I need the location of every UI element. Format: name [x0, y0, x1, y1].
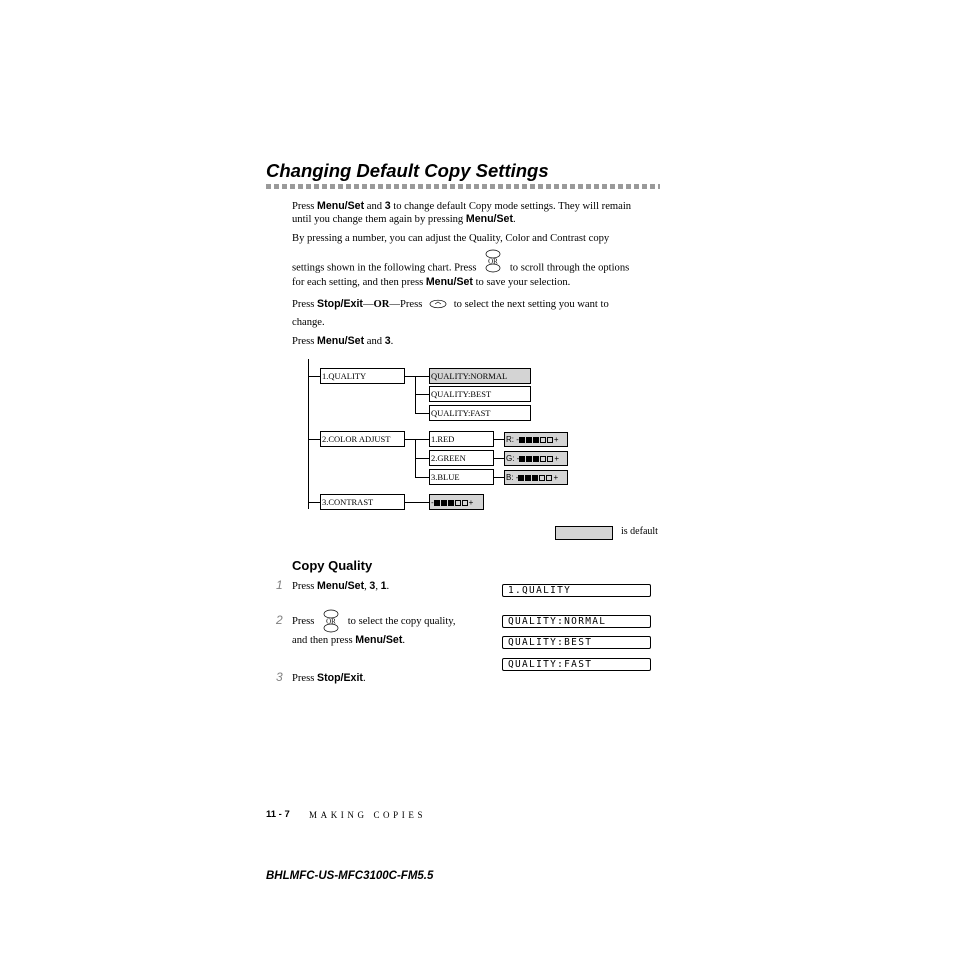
option-quality-fast: QUALITY:FAST — [429, 405, 531, 421]
lcd-display-2: QUALITY:NORMAL — [502, 615, 651, 628]
level-blue — [504, 470, 568, 485]
step-3-text: Press Stop/Exit. — [292, 672, 366, 684]
step-1-text: Press Menu/Set, 3, 1. — [292, 580, 390, 592]
or-label: OR — [488, 257, 499, 266]
level-square-empty — [540, 456, 546, 462]
branch — [308, 376, 320, 377]
branch — [494, 439, 504, 440]
level-square-filled — [526, 437, 532, 443]
level-suffix: + — [554, 454, 560, 463]
branch — [494, 477, 504, 478]
level-square-filled — [532, 475, 538, 481]
lcd-display-3: QUALITY:BEST — [502, 636, 651, 649]
level-square-filled — [533, 456, 539, 462]
tree-trunk — [308, 359, 309, 509]
level-square-empty — [455, 500, 461, 506]
level-prefix: - — [431, 498, 434, 507]
level-suffix: + — [553, 473, 559, 482]
intro-paragraph-3: Press Stop/Exit—OR—Press to select the next setting you want to — [292, 298, 609, 310]
lcd-display-4: QUALITY:FAST — [502, 658, 651, 671]
level-square-filled — [519, 456, 525, 462]
level-prefix: G: - — [506, 454, 520, 463]
file-name: BHLMFC-US-MFC3100C-FM5.5 — [266, 870, 434, 882]
level-square-empty — [547, 437, 553, 443]
level-contrast — [429, 494, 484, 510]
option-red: 1.RED — [429, 431, 494, 447]
level-square-filled — [448, 500, 454, 506]
menu-box-quality: 1.QUALITY — [320, 368, 405, 384]
section-title: Copy Quality — [292, 558, 373, 573]
step-number-3: 3 — [276, 670, 283, 684]
branch — [405, 376, 429, 377]
page-title: Changing Default Copy Settings — [266, 160, 549, 181]
step-number-1: 1 — [276, 578, 283, 592]
branch — [405, 439, 429, 440]
default-legend-label: is default — [621, 526, 658, 537]
option-quality-best: QUALITY:BEST — [429, 386, 531, 402]
level-square-filled — [519, 437, 525, 443]
menu-box-color-adjust: 2.COLOR ADJUST — [320, 431, 405, 447]
level-square-empty — [462, 500, 468, 506]
level-square-filled — [518, 475, 524, 481]
intro-paragraph-1: Press Menu/Set and 3 to change default Copy mode settings. They will remain until you change them again by pressing Menu/Set. — [292, 200, 632, 225]
option-green: 2.GREEN — [429, 450, 494, 466]
level-suffix: + — [468, 498, 474, 507]
chapter-title: MAKING COPIES — [309, 810, 427, 820]
level-suffix: + — [553, 435, 559, 444]
page-number: 11 - 7 — [266, 809, 290, 820]
level-prefix: B: - — [506, 473, 519, 482]
level-square-empty — [539, 475, 545, 481]
intro-paragraph-2-line-3: for each setting, and then press Menu/Set to save your selection. — [292, 276, 571, 288]
lcd-display-1: 1.QUALITY — [502, 584, 651, 597]
branch — [415, 413, 429, 414]
intro-paragraph-2-line-2: settings shown in the following chart. Press OR to scroll through the options — [292, 257, 629, 279]
branch — [494, 458, 504, 459]
level-square-filled — [525, 475, 531, 481]
branch — [308, 502, 320, 503]
step-2-text-line-2: and then press Menu/Set. — [292, 634, 406, 646]
level-square-empty — [547, 456, 553, 462]
level-green — [504, 451, 568, 466]
intro-paragraph-4: Press Menu/Set and 3. — [292, 335, 394, 347]
default-legend-swatch — [555, 526, 613, 540]
menu-box-contrast: 3.CONTRAST — [320, 494, 405, 510]
level-square-filled — [434, 500, 440, 506]
level-prefix: R: - — [506, 435, 519, 444]
branch — [308, 439, 320, 440]
level-square-empty — [540, 437, 546, 443]
level-square-filled — [526, 456, 532, 462]
level-square-filled — [441, 500, 447, 506]
step-number-2: 2 — [276, 613, 283, 627]
scroll-up-down-icon — [320, 616, 342, 628]
intro-paragraph-3-line-2: change. — [292, 317, 325, 328]
option-blue: 3.BLUE — [429, 469, 494, 485]
branch — [415, 477, 429, 478]
level-square-empty — [546, 475, 552, 481]
level-red — [504, 432, 568, 447]
intro-paragraph-2-line-1: By pressing a number, you can adjust the Quality, Color and Contrast copy — [292, 233, 610, 244]
branch — [415, 458, 429, 459]
branch — [415, 394, 429, 395]
option-quality-normal: QUALITY:NORMAL — [429, 368, 531, 384]
or-label: OR — [326, 617, 336, 626]
level-square-filled — [533, 437, 539, 443]
step-2-text: Press OR to select the copy quality, — [292, 615, 456, 628]
branch — [405, 502, 429, 503]
